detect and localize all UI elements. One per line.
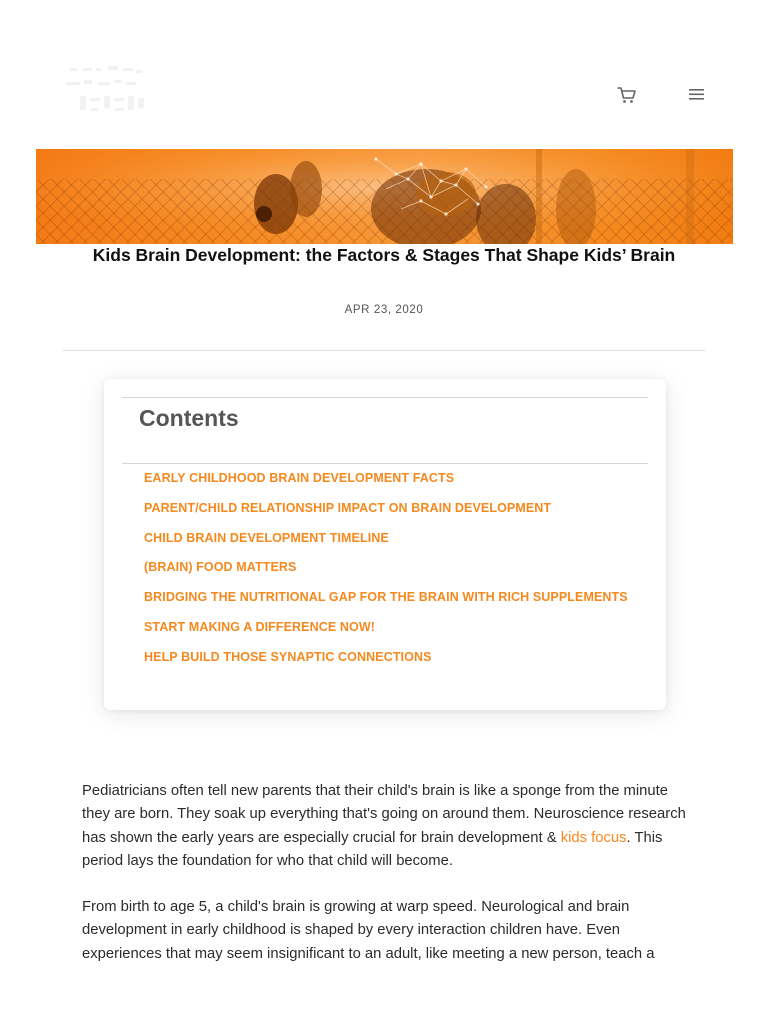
toc-rule-middle <box>122 463 648 464</box>
paragraph-text: . This period lays the foundation for who that child will become. <box>82 829 663 869</box>
article-title: Kids Brain Development: the Factors & Stages That Shape Kids’ Brain <box>92 245 676 265</box>
toc-link-parent-child[interactable]: PARENT/CHILD RELATIONSHIP IMPACT ON BRAIN DEVELOPMENT <box>144 500 552 515</box>
toc-item <box>144 468 628 498</box>
cart-button[interactable] <box>612 80 640 108</box>
brand-logo-icon <box>62 62 148 124</box>
toc-item <box>144 647 628 677</box>
toc-heading: Contents <box>139 405 239 431</box>
paragraph: From birth to age 5, a child's brain is growing at warp speed. Neurological and brain development in early childhood is shaped by every interaction children have. Even experiences that may seem insignificant to an adult, like meeting a new person, teach a <box>82 899 655 962</box>
toc-item <box>144 498 628 528</box>
cart-icon <box>612 80 640 108</box>
paragraph <box>82 780 694 873</box>
toc-item <box>144 617 628 647</box>
hero-image <box>36 149 733 244</box>
article-body <box>82 780 694 989</box>
toc-item <box>144 587 628 617</box>
brand-logo[interactable] <box>62 62 148 124</box>
toc-list <box>144 468 628 677</box>
site-header <box>0 0 768 150</box>
toc-link-synaptic[interactable]: HELP BUILD THOSE SYNAPTIC CONNECTIONS <box>144 649 432 664</box>
toc-link-supplements[interactable]: BRIDGING THE NUTRITIONAL GAP FOR THE BRAIN WITH RICH SUPPLEMENTS <box>144 590 628 605</box>
divider <box>63 350 705 351</box>
toc-link-timeline[interactable]: CHILD BRAIN DEVELOPMENT TIMELINE <box>144 530 389 545</box>
toc-rule-top <box>122 397 648 398</box>
hero-image-art <box>36 149 733 244</box>
hamburger-menu-icon <box>682 80 710 108</box>
toc-link-start-now[interactable]: START MAKING A DIFFERENCE NOW! <box>144 619 375 634</box>
toc-link-brain-food[interactable]: (BRAIN) FOOD MATTERS <box>144 560 297 575</box>
paragraph-text: Pediatricians often tell new parents that their child's brain is like a sponge from the minute they are born. They soak up everything that's going on around them. Neuroscience research has shown the early years are especially crucial for brain development & <box>82 783 686 846</box>
toc-item <box>144 557 628 587</box>
toc-item <box>144 528 628 558</box>
article-date: APR 23, 2020 <box>344 304 424 316</box>
table-of-contents <box>104 379 666 710</box>
toc-link-brain-facts[interactable]: EARLY CHILDHOOD BRAIN DEVELOPMENT FACTS <box>144 471 455 485</box>
menu-button[interactable] <box>682 80 710 108</box>
kids-focus-link[interactable]: kids focus <box>560 829 627 846</box>
